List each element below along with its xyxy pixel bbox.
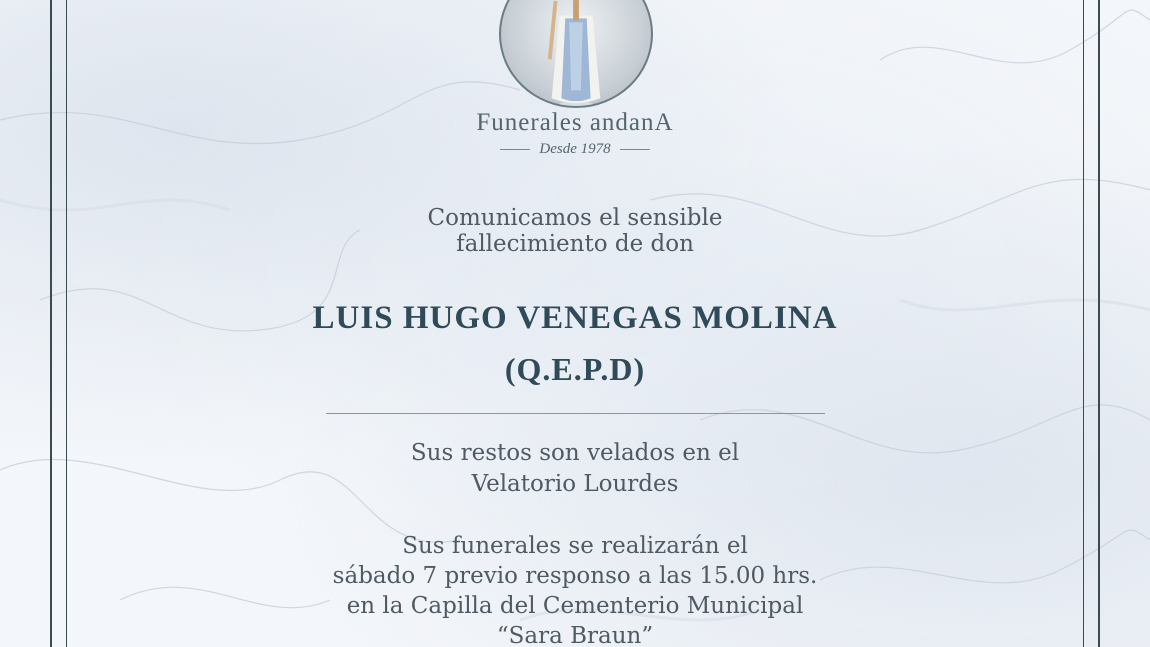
- funeral-line: sábado 7 previo responso a las 15.00 hrs.: [332, 563, 818, 589]
- intro-line: Comunicamos el sensible: [427, 205, 723, 231]
- funeral-line: Sus funerales se realizarán el: [402, 533, 748, 559]
- since-text: Desde 1978: [539, 141, 611, 157]
- funeral-text: [0, 531, 1150, 647]
- funeral-line: “Sara Braun”: [496, 623, 654, 647]
- divider: [326, 413, 825, 414]
- wake-line: Velatorio Lourdes: [471, 471, 679, 497]
- intro-text: [0, 205, 1150, 257]
- intro-line: fallecimiento de don: [456, 231, 694, 257]
- qepd-text: (Q.E.P.D): [504, 351, 646, 387]
- funeral-line: en la Capilla del Cementerio Municipal: [346, 593, 804, 619]
- tagline-dash-left: [500, 149, 530, 150]
- wake-text: [0, 438, 1150, 500]
- deceased-name: LUIS HUGO VENEGAS MOLINA: [312, 300, 838, 336]
- brand-name: Funerales andanA: [476, 109, 674, 136]
- wake-line: Sus restos son velados en el: [410, 440, 740, 466]
- brand-tagline: [0, 141, 1150, 158]
- tagline-dash-right: [620, 149, 650, 150]
